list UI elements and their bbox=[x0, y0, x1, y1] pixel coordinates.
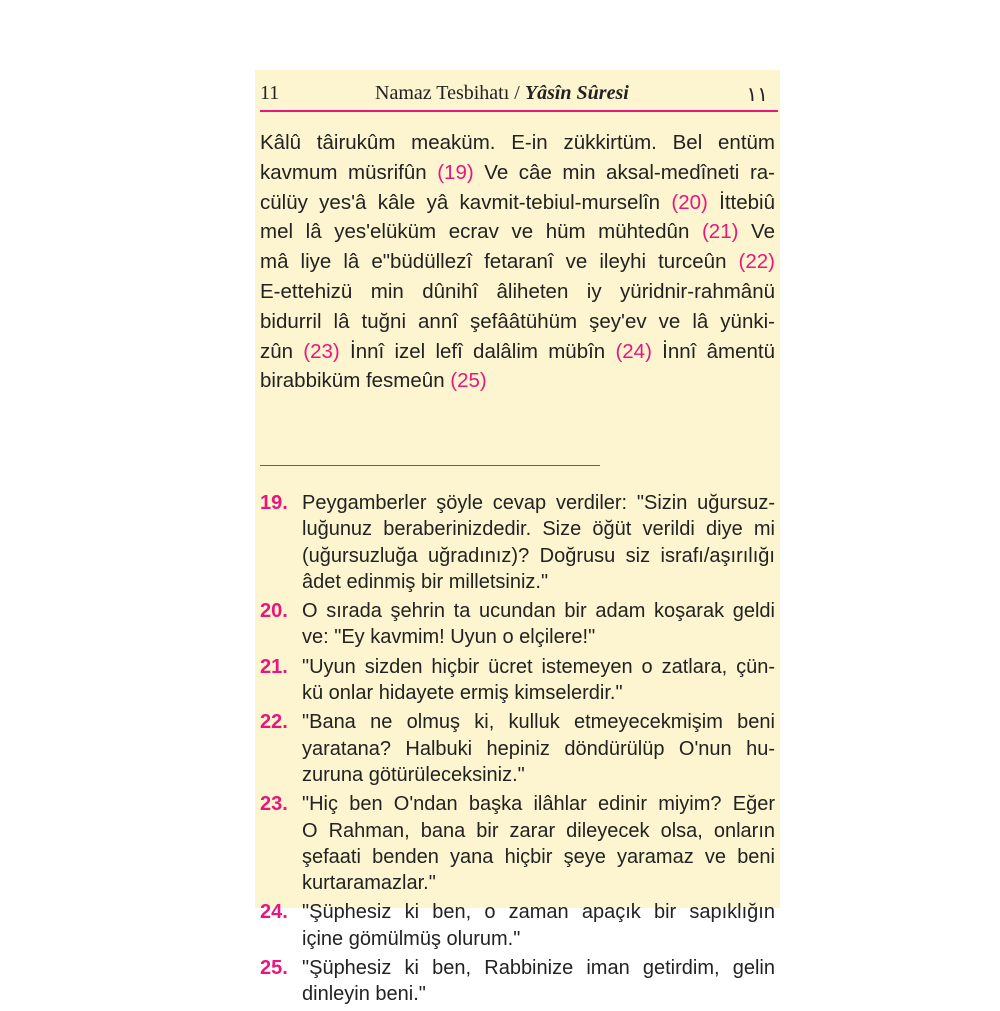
footnote-number: 21. bbox=[260, 655, 288, 678]
footnote-line: "Şüphesiz ki ben, Rabbinize iman getirdim, gelin bbox=[302, 957, 775, 980]
transliteration-line: zûn (23) İnnî izel lefî dalâlim mübîn (24) İnnî âmentü bbox=[260, 339, 775, 363]
translation-notes bbox=[260, 490, 775, 1011]
verse-number: (21) bbox=[701, 220, 739, 244]
transliteration-line: birabbiküm fesmeûn (25) bbox=[260, 369, 487, 393]
verse-number: (20) bbox=[671, 190, 708, 214]
footnote-number: 19. bbox=[260, 492, 288, 514]
verse-number: (22) bbox=[738, 250, 775, 274]
footnote-line: ve: "Ey kavmim! Uyun o elçilere!" bbox=[302, 626, 596, 649]
footnote-line: dinleyin beni." bbox=[302, 983, 426, 1006]
footnote-line: "Uyun sizden hiçbir ücret istemeyen o zatlara, çün- bbox=[302, 655, 775, 678]
transliteration-line: kavmum müsrifûn (19) Ve câe min aksal-medîneti ra- bbox=[260, 160, 775, 184]
transliteration-line: E-ettehizü min dûnihî âliheten iy yüridnir-rahmânü bbox=[260, 279, 775, 303]
footnote-item bbox=[260, 791, 775, 896]
transliteration-line: cülüy yes'â kâle yâ kavmit-tebiul-murselîn (20) İttebiû bbox=[260, 190, 775, 214]
book-page bbox=[255, 70, 780, 1006]
footnote-line: "Hiç ben O'ndan başka ilâhlar edinir miyim? Eğer bbox=[302, 793, 775, 816]
footnote-line: luğunuz beraberinizdedir. Size öğüt verildi diye mi bbox=[302, 518, 775, 541]
footnote-item bbox=[260, 490, 775, 595]
transliteration-line: mel lâ yes'elüküm ecrav ve hüm mühtedûn (21) Ve bbox=[260, 220, 775, 244]
footnote-number: 24. bbox=[260, 901, 288, 924]
footnote-line: kurtaramazlar." bbox=[302, 872, 436, 895]
transliteration-line: bidurril lâ tuğni annî şefââtühüm şey'ev ve lâ yünki- bbox=[260, 309, 775, 333]
footnote-item bbox=[260, 654, 775, 707]
footnote-line: Peygamberler şöyle cevap verdiler: "Sizin uğursuz- bbox=[302, 492, 775, 514]
footnote-line: O Rahman, bana bir zarar dileyecek olsa, onların bbox=[302, 819, 775, 842]
page-number: 11 bbox=[260, 82, 280, 104]
verse-number: (19) bbox=[437, 160, 474, 184]
footnote-number: 22. bbox=[260, 711, 288, 734]
footnote-line: "Bana ne olmuş ki, kulluk etmeyecekmişim beni bbox=[302, 711, 775, 734]
verse-number: (23) bbox=[303, 339, 340, 363]
footnote-line: zuruna götürüleceksiniz." bbox=[302, 763, 525, 786]
verse-number: (24) bbox=[615, 339, 652, 363]
running-title bbox=[375, 82, 629, 105]
footnote-line: (uğursuzluğa uğradınız)? Doğrusu siz israfı/aşırılığı bbox=[302, 544, 775, 567]
footnote-line: yaratana? Halbuki hepiniz döndürülüp O'nun hu- bbox=[302, 737, 775, 760]
footnote-line: "Şüphesiz ki ben, o zaman apaçık bir sapıklığın bbox=[302, 901, 775, 924]
transliteration-line: Kâlû tâirukûm meaküm. E-in zükkirtüm. Bel entüm bbox=[260, 131, 775, 154]
footnote-number: 25. bbox=[260, 957, 288, 980]
footnote-line: içine gömülmüş olurum." bbox=[302, 927, 521, 950]
footnote-item bbox=[260, 899, 775, 952]
verse-number: (25) bbox=[450, 369, 487, 393]
footnote-item bbox=[260, 709, 775, 788]
transliteration-block bbox=[260, 128, 775, 396]
arabic-page-number: ١١ bbox=[746, 84, 768, 106]
book-title: Namaz Tesbihatı / bbox=[375, 82, 525, 104]
surah-title: Yâsîn Sûresi bbox=[524, 82, 629, 104]
page-header bbox=[260, 82, 778, 112]
footnote-line: âdet edinmiş bir milletsiniz." bbox=[302, 570, 549, 593]
footnote-number: 20. bbox=[260, 600, 288, 623]
footnote-line: kü onlar hidayete ermiş kimselerdir." bbox=[302, 682, 623, 705]
footnote-line: şefaati benden yana hiçbir şeye yaramaz ve beni bbox=[302, 845, 775, 868]
transliteration-line: mâ liye lâ e"büdüllezî fetaranî ve ileyhi turceûn (22) bbox=[260, 250, 775, 274]
footnote-number: 23. bbox=[260, 793, 288, 816]
footnote-item bbox=[260, 598, 775, 651]
section-divider bbox=[260, 465, 600, 466]
footnote-line: O sırada şehrin ta ucundan bir adam koşarak geldi bbox=[302, 600, 775, 623]
